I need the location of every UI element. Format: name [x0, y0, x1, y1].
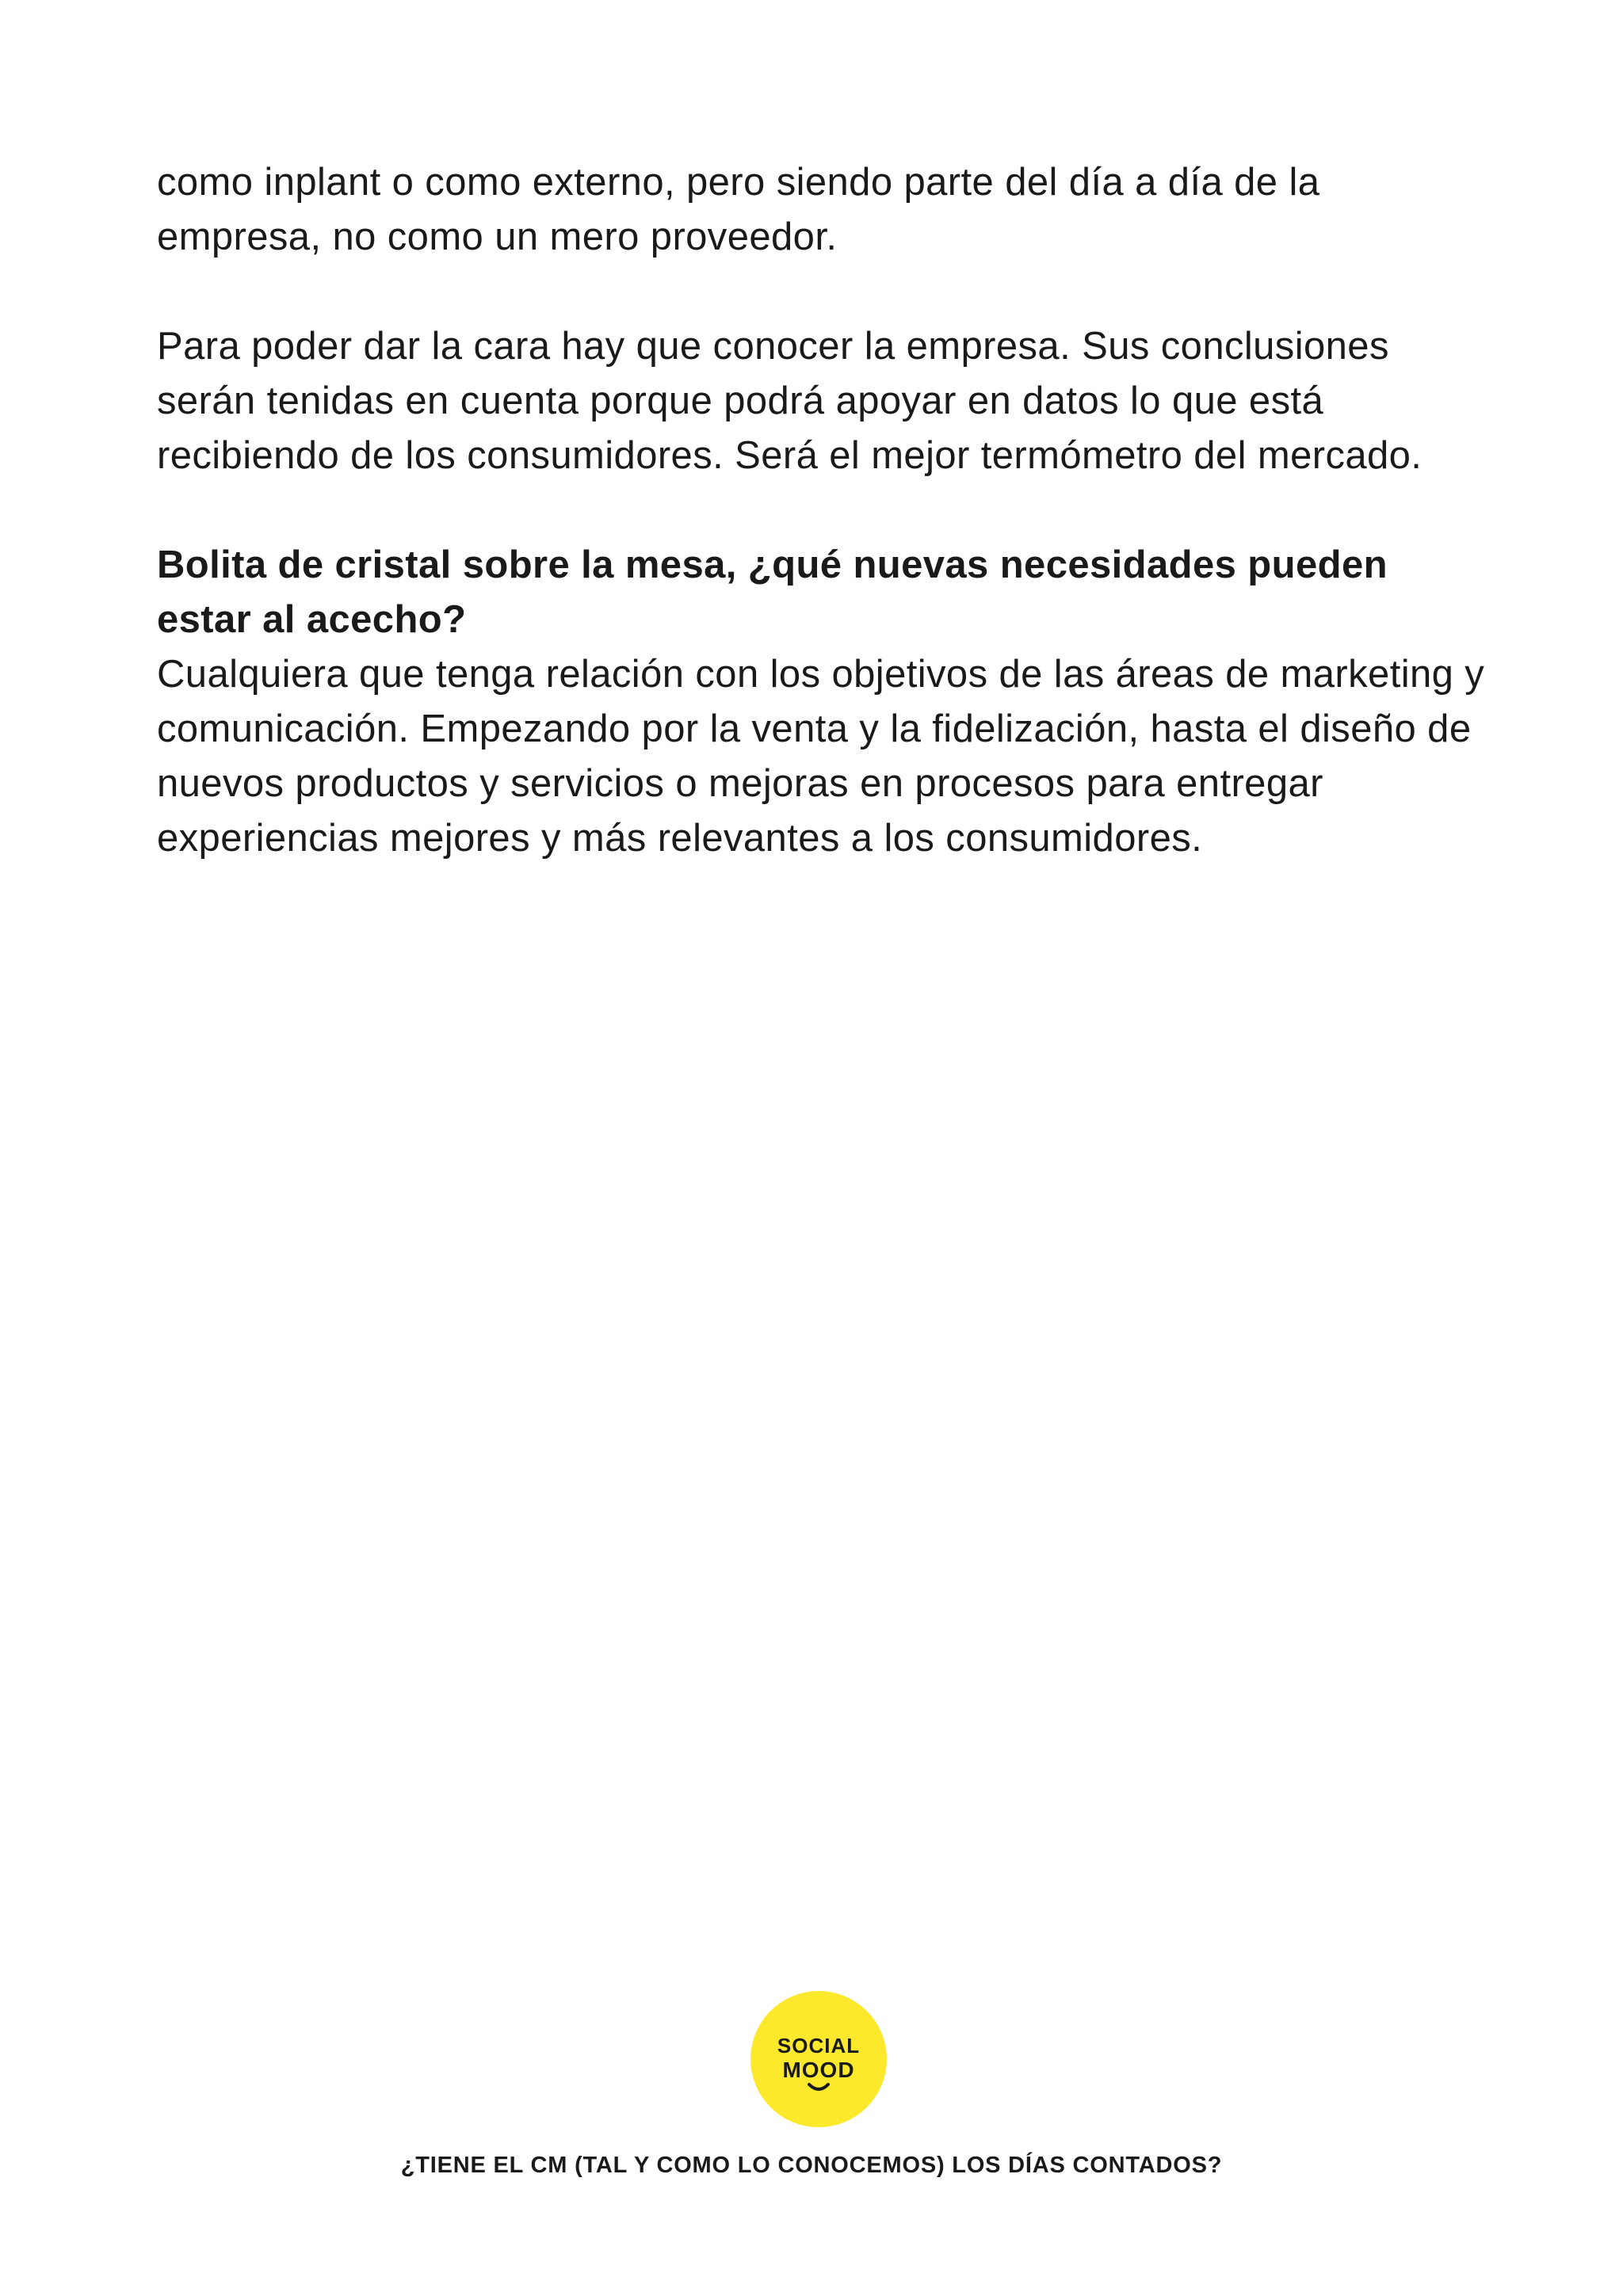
- article-body: [157, 155, 1488, 866]
- answer-paragraph: Cualquiera que tenga relación con los objetivos de las áreas de marketing y comunicación. Empezando por la venta y la fidelización, hasta el diseño de nuevos productos y servicios o mejoras en procesos para entregar experiencias mejores y más relevantes a los consumidores.: [157, 653, 1485, 860]
- logo-line2: MOOD: [782, 2058, 855, 2082]
- paragraph: Para poder dar la cara hay que conocer la empresa. Sus conclusiones serán tenidas en cuenta porque podrá apoyar en datos lo que está recibiendo de los consumidores. Será el mejor termómetro del mercado.: [157, 325, 1423, 477]
- paragraph: como inplant o como externo, pero siendo parte del día a día de la empresa, no como un mero proveedor.: [157, 161, 1320, 258]
- question-heading: Bolita de cristal sobre la mesa, ¿qué nuevas necesidades pueden estar al acecho?: [157, 543, 1388, 641]
- footer-title: ¿TIENE EL CM (TAL Y COMO LO CONOCEMOS) LOS DÍAS CONTADOS?: [400, 2153, 1223, 2178]
- smile-icon: [809, 2084, 828, 2089]
- social-mood-logo: [750, 1991, 887, 2127]
- logo-line1: SOCIAL: [777, 2034, 861, 2058]
